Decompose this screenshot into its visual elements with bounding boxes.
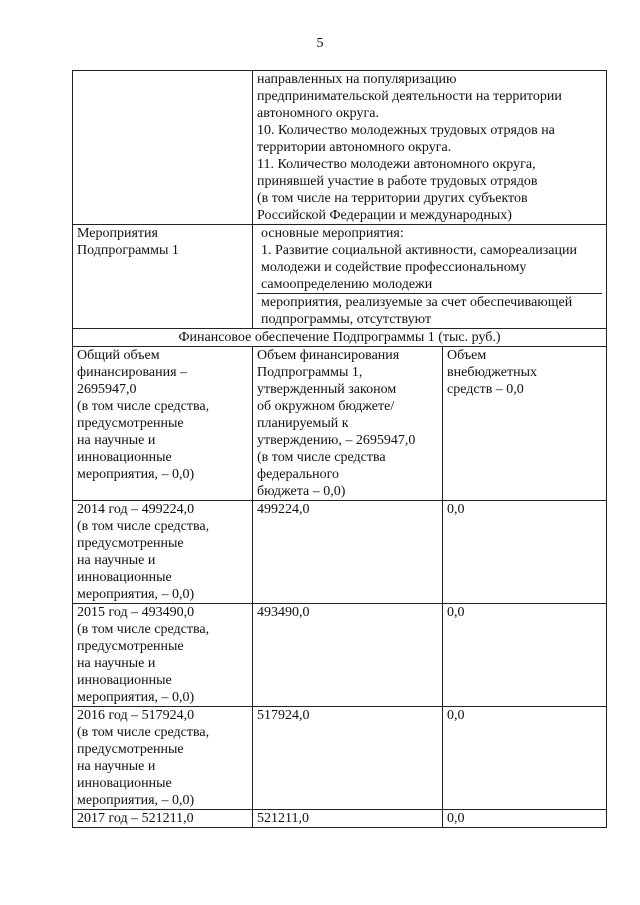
year-total-cell: 2016 год – 517924,0 (в том числе средства, предусмотренные на научные и инновационные мероприятия, – 0,0) <box>73 707 253 810</box>
year-row <box>73 707 607 810</box>
year-extrabudget-cell: 0,0 <box>443 501 607 604</box>
main-events-text: основные мероприятия: 1. Развитие социальной активности, самореализации молодежи и содействие профессиональному самоопределению молодежи <box>261 226 577 292</box>
year-row <box>73 604 607 707</box>
events-row <box>73 225 607 329</box>
year-total-cell: 2017 год – 521211,0 <box>73 810 253 828</box>
events-cell <box>253 225 607 329</box>
subprogram-passport-table <box>72 70 607 828</box>
events-label: Мероприятия Подпрограммы 1 <box>73 225 253 329</box>
budget-funding-cell: Объем финансирования Подпрограммы 1, утвержденный законом об окружном бюджете/ планируемый к утверждению, – 2695947,0 (в том числе средства федерального бюджета – 0,0) <box>253 347 443 501</box>
extrabudget-funding-cell: Объем внебюджетных средств – 0,0 <box>443 347 607 501</box>
year-extrabudget-cell: 0,0 <box>443 707 607 810</box>
year-budget-cell: 521211,0 <box>253 810 443 828</box>
year-extrabudget-cell: 0,0 <box>443 604 607 707</box>
year-total-cell: 2015 год – 493490,0 (в том числе средства, предусмотренные на научные и инновационные мероприятия, – 0,0) <box>73 604 253 707</box>
year-extrabudget-cell: 0,0 <box>443 810 607 828</box>
indicators-row <box>73 71 607 225</box>
year-budget-cell: 493490,0 <box>253 604 443 707</box>
finance-header-row <box>73 329 607 347</box>
year-budget-cell: 517924,0 <box>253 707 443 810</box>
empty-label-cell <box>73 71 253 225</box>
finance-columns-row <box>73 347 607 501</box>
year-row <box>73 810 607 828</box>
provision-events-text: мероприятия, реализуемые за счет обеспечивающей подпрограммы, отсутствуют <box>257 294 602 329</box>
year-budget-cell: 499224,0 <box>253 501 443 604</box>
year-total-cell: 2014 год – 499224,0 (в том числе средства, предусмотренные на научные и инновационные мероприятия, – 0,0) <box>73 501 253 604</box>
indicators-text: направленных на популяризацию предпринимательской деятельности на территории автономного округа. 10. Количество молодежных трудовых отрядов на территории автономного округа. 11. Количество молодежи автономного округа, принявшей участие в работе трудовых отрядов (в том числе на территории других субъектов Российской Федерации и международных) <box>253 71 607 225</box>
page-number: 5 <box>316 36 324 51</box>
finance-header: Финансовое обеспечение Подпрограммы 1 (тыс. руб.) <box>73 329 607 347</box>
total-funding-cell: Общий объем финансирования – 2695947,0 (в том числе средства, предусмотренные на научные и инновационные мероприятия, – 0,0) <box>73 347 253 501</box>
year-row <box>73 501 607 604</box>
